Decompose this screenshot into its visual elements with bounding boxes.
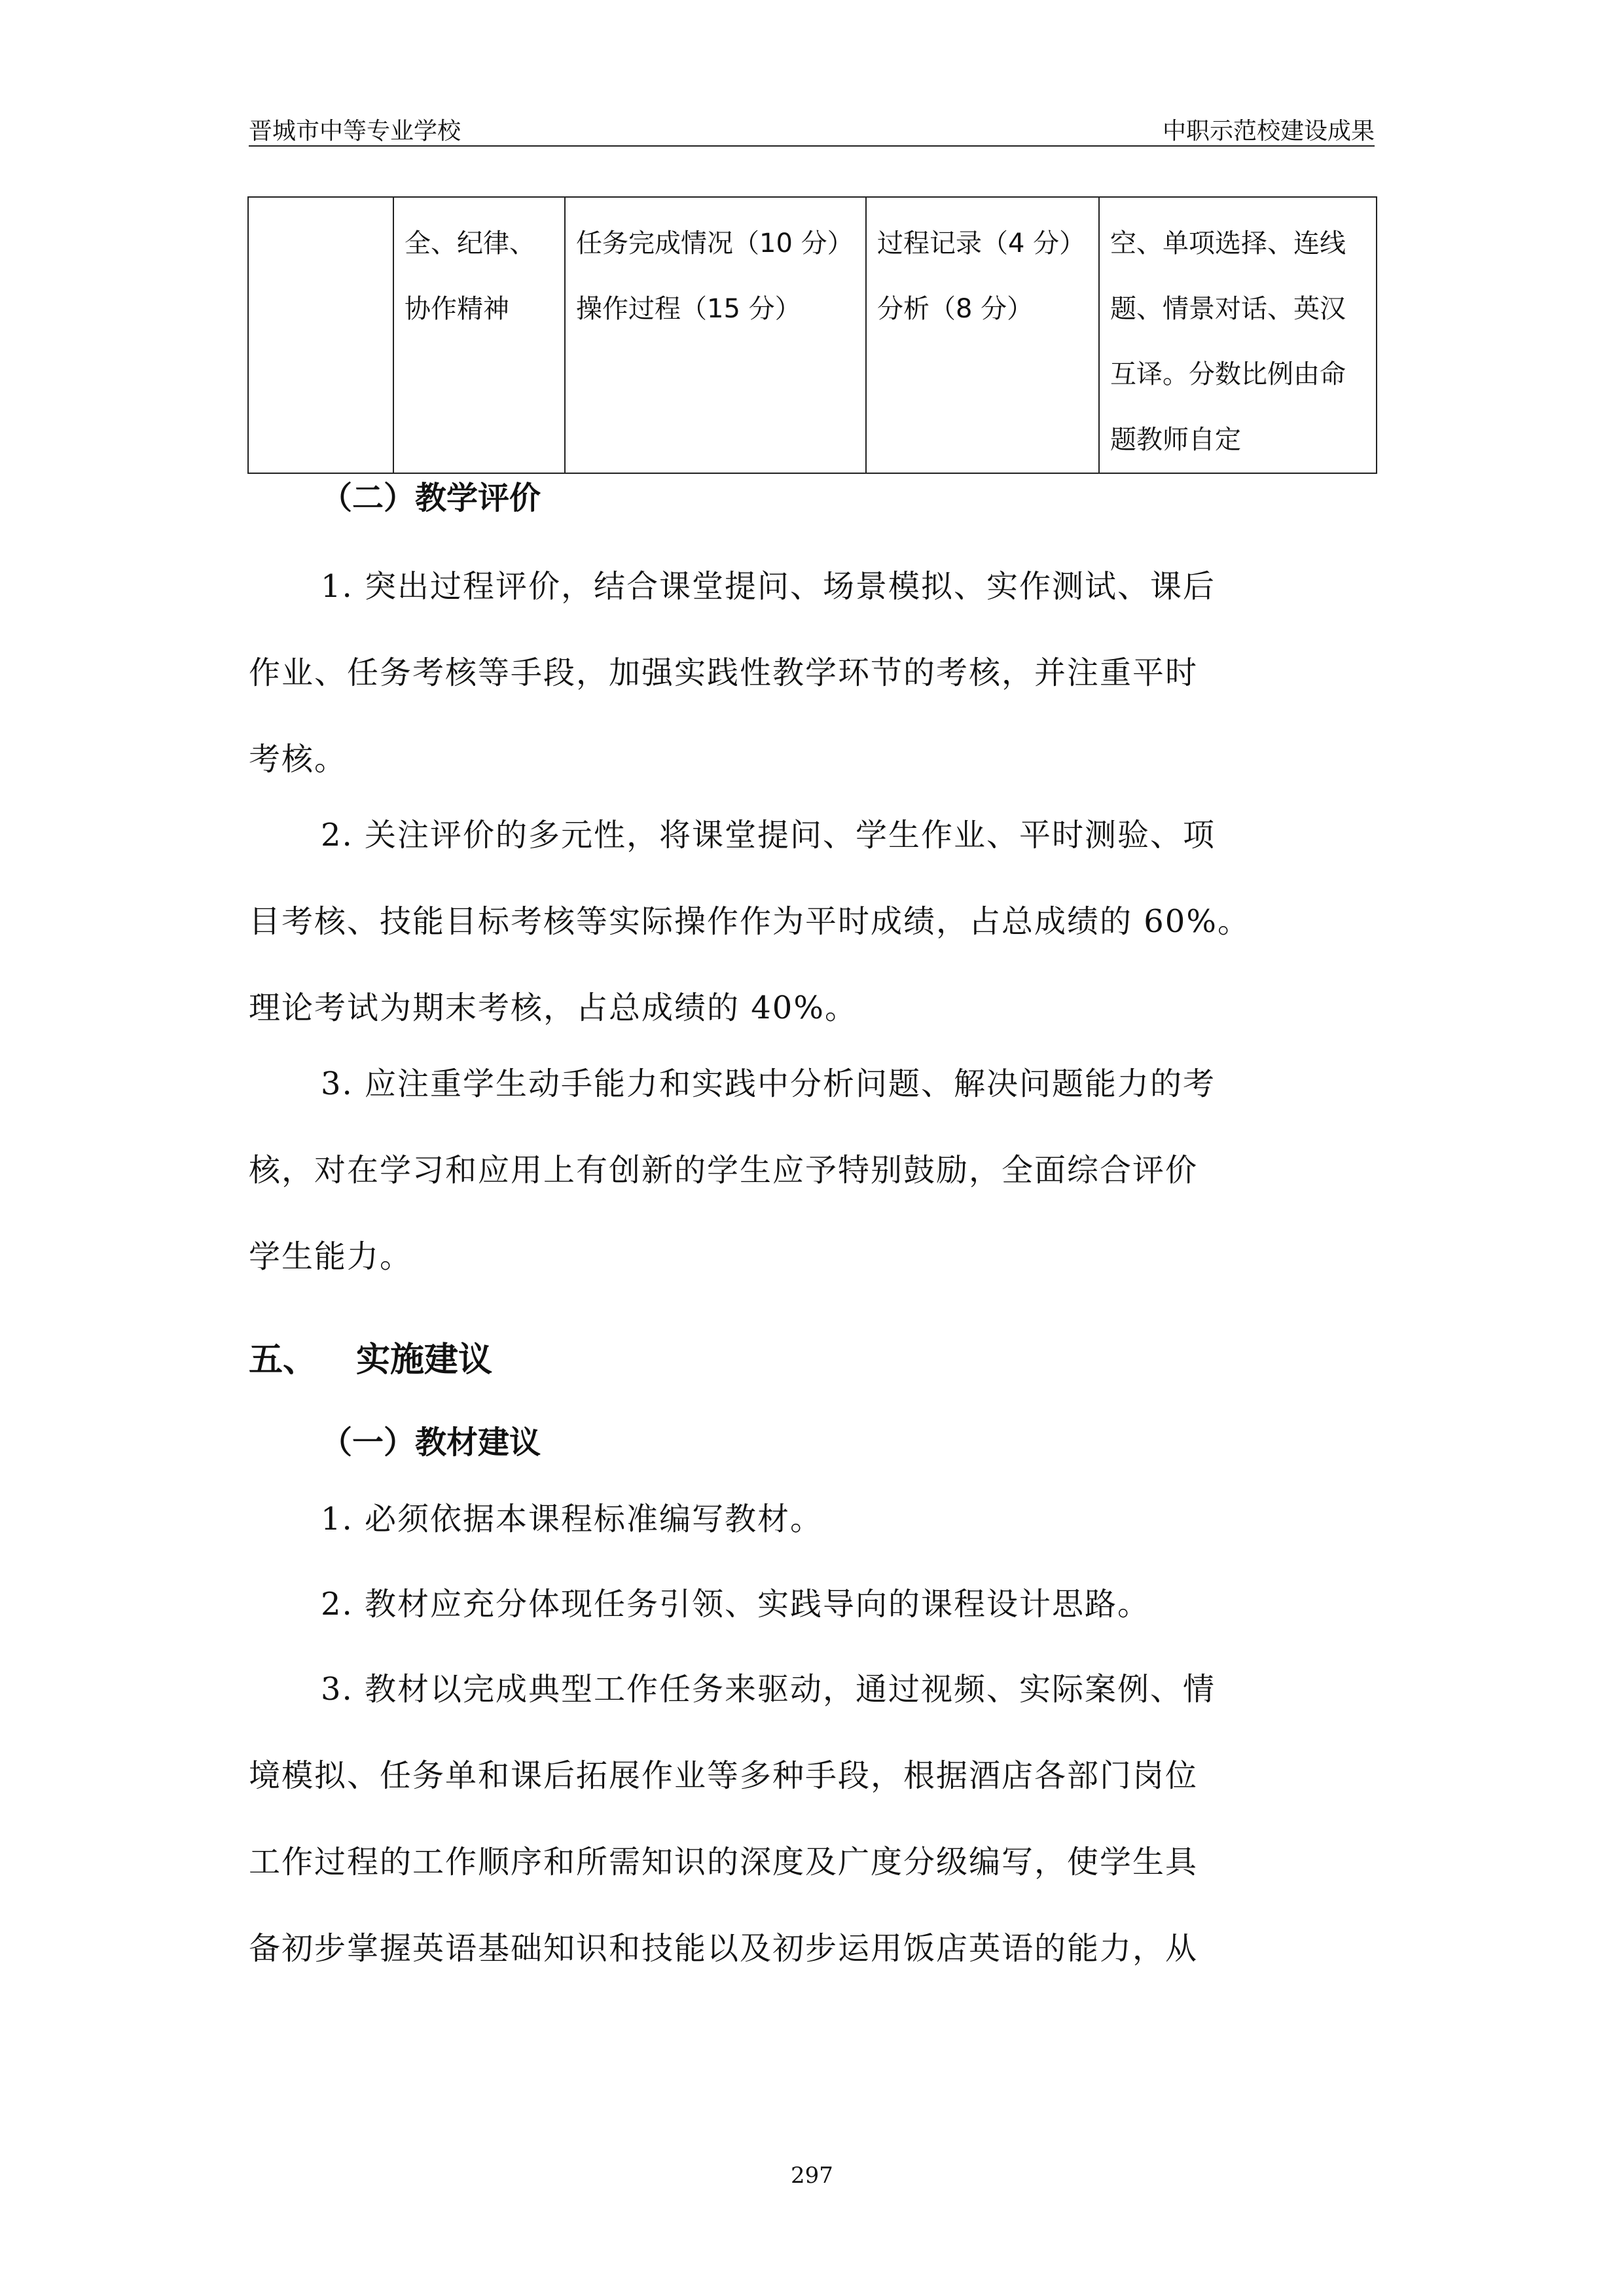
- paragraph-textbook-2: [249, 1561, 1378, 1647]
- text-line: 目考核、技能目标考核等实际操作作为平时成绩，占总成绩的 60%。: [249, 903, 1250, 940]
- cell-text: 分析（8 分）: [877, 294, 1034, 324]
- paragraph-eval-3: [249, 1041, 1378, 1300]
- text-line: 1. 突出过程评价，结合课堂提问、场景模拟、实作测试、课后: [321, 568, 1216, 605]
- cell-text: 过程记录（4 分）: [877, 228, 1086, 259]
- cell-text: 全、纪律、: [405, 228, 535, 259]
- text-line: 2. 关注评价的多元性，将课堂提问、学生作业、平时测验、项: [321, 817, 1216, 853]
- text-line: 学生能力。: [249, 1238, 413, 1275]
- page-header: [249, 110, 1375, 147]
- text-line: 考核。: [249, 741, 348, 778]
- paragraph-textbook-3: [249, 1646, 1378, 1992]
- paragraph-eval-1: [249, 543, 1378, 802]
- text-line: 备初步掌握英语基础知识和技能以及初步运用饭店英语的能力，从: [249, 1930, 1199, 1967]
- table-cell-exam: [1099, 197, 1377, 473]
- text-line: 工作过程的工作顺序和所需知识的深度及广度分级编写，使学生具: [249, 1844, 1199, 1880]
- heading-textbook-suggestions: （一）教材建议: [321, 1424, 541, 1461]
- heading-title: 实施建议: [356, 1340, 493, 1380]
- table-cell-attitude: [393, 197, 565, 473]
- text-line: 作业、任务考核等手段，加强实践性教学环节的考核，并注重平时: [249, 655, 1199, 691]
- text-line: 1. 必须依据本课程标准编写教材。: [321, 1501, 823, 1537]
- text-line: 3. 教材以完成典型工作任务来驱动，通过视频、实际案例、情: [321, 1671, 1216, 1708]
- header-school-name: 晋城市中等专业学校: [249, 118, 461, 145]
- text-line: 2. 教材应充分体现任务引领、实践导向的课程设计思路。: [321, 1586, 1151, 1623]
- table-cell-empty: [248, 197, 393, 473]
- page-number: 297: [791, 2162, 833, 2189]
- paragraph-eval-2: [249, 792, 1378, 1051]
- cell-text: 协作精神: [405, 294, 509, 324]
- text-line: 境模拟、任务单和课后拓展作业等多种手段，根据酒店各部门岗位: [249, 1757, 1199, 1794]
- cell-text: 互译。分数比例由命: [1110, 359, 1346, 389]
- cell-text: 任务完成情况（10 分）: [576, 228, 854, 259]
- assessment-table: [247, 196, 1377, 474]
- cell-text: 题教师自定: [1110, 425, 1241, 455]
- paragraph-textbook-1: [249, 1476, 1378, 1562]
- text-line: 核，对在学习和应用上有创新的学生应予特别鼓励，全面综合评价: [249, 1152, 1199, 1189]
- text-line: 理论考试为期末考核，占总成绩的 40%。: [249, 990, 857, 1026]
- heading-teaching-evaluation: （二）教学评价: [321, 480, 541, 516]
- header-doc-title: 中职示范校建设成果: [1162, 118, 1375, 145]
- table-row: [248, 197, 1377, 473]
- text-line: 3. 应注重学生动手能力和实践中分析问题、解决问题能力的考: [321, 1066, 1216, 1102]
- cell-text: 题、情景对话、英汉: [1110, 294, 1346, 324]
- table-cell-task: [565, 197, 866, 473]
- cell-text: 操作过程（15 分）: [576, 294, 801, 324]
- heading-implementation: [249, 1332, 492, 1381]
- cell-text: 空、单项选择、连线: [1110, 228, 1346, 259]
- heading-number: 五、: [249, 1340, 317, 1380]
- table-cell-record: [866, 197, 1099, 473]
